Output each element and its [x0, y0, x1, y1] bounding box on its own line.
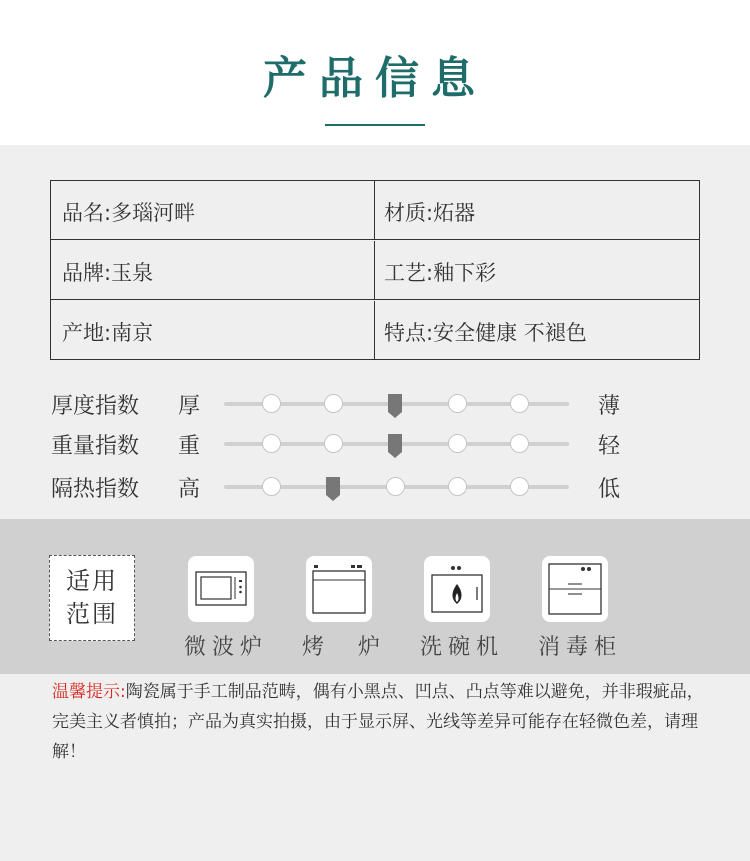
product-info-table	[50, 180, 700, 360]
rating-step-dot	[262, 394, 281, 413]
rating-step-dot	[510, 434, 529, 453]
rating-level-marker	[388, 394, 402, 418]
weight-rating	[50, 423, 650, 463]
microwave-icon	[188, 556, 254, 622]
table-row	[51, 241, 699, 300]
disinfection-cabinet-icon	[542, 556, 608, 622]
table-row	[51, 301, 699, 360]
craft-cell: 工艺:釉下彩	[384, 261, 497, 285]
product-name-cell: 品名:多瑙河畔	[51, 181, 375, 240]
disinfection-cabinet-tile	[542, 556, 608, 622]
rating-min-label: 高	[178, 477, 201, 502]
rating-level-marker	[326, 477, 340, 501]
rating-label: 重量指数	[51, 434, 140, 459]
rating-step-dot	[324, 394, 343, 413]
oven-icon	[306, 556, 372, 622]
features-cell: 特点:安全健康 不褪色	[384, 321, 587, 345]
oven-tile	[306, 556, 372, 622]
oven-label: 烤 炉	[302, 635, 387, 660]
disinfection-cabinet-label: 消毒柜	[538, 635, 623, 660]
notice-text: 陶瓷属于手工制品范畴，偶有小黑点、凹点、凸点等难以避免，并非瑕疵品，完美主义者慎拍；产品为真实拍摄，由于显示屏、光线等差异可能存在轻微色差，请理解！	[52, 682, 704, 762]
notice-title: 温馨提示:	[52, 682, 126, 702]
rating-step-dot	[510, 477, 529, 496]
thickness-rating	[50, 383, 650, 423]
table-row	[51, 181, 699, 240]
brand-cell: 品牌:玉泉	[51, 241, 375, 300]
rating-min-label: 厚	[178, 394, 201, 419]
rating-label: 厚度指数	[51, 394, 140, 419]
dishwasher-tile	[424, 556, 490, 622]
rating-min-label: 重	[178, 434, 201, 459]
header	[0, 0, 750, 145]
rating-max-label: 低	[598, 477, 621, 502]
notice	[52, 677, 704, 767]
rating-label: 隔热指数	[51, 477, 140, 502]
microwave-label: 微波炉	[184, 635, 269, 660]
dishwasher-icon	[424, 556, 490, 622]
rating-step-dot	[324, 434, 343, 453]
rating-step-dot	[262, 477, 281, 496]
microwave-tile	[188, 556, 254, 622]
page-title: 产品信息	[263, 53, 487, 104]
dishwasher-label: 洗碗机	[420, 635, 505, 660]
scope-label-line1: 适用	[66, 567, 118, 595]
rating-step-dot	[386, 477, 405, 496]
rating-max-label: 轻	[598, 434, 621, 459]
insulation-rating	[50, 466, 650, 506]
rating-step-dot	[448, 394, 467, 413]
usage-scope-box	[49, 555, 135, 641]
rating-step-dot	[262, 434, 281, 453]
rating-step-dot	[448, 434, 467, 453]
rating-step-dot	[448, 477, 467, 496]
material-cell: 材质:炻器	[384, 201, 476, 225]
rating-level-marker	[388, 434, 402, 458]
title-underline	[325, 124, 425, 126]
origin-cell: 产地:南京	[51, 301, 375, 360]
rating-max-label: 薄	[598, 394, 621, 419]
scope-label-line2: 范围	[66, 600, 118, 628]
rating-step-dot	[510, 394, 529, 413]
